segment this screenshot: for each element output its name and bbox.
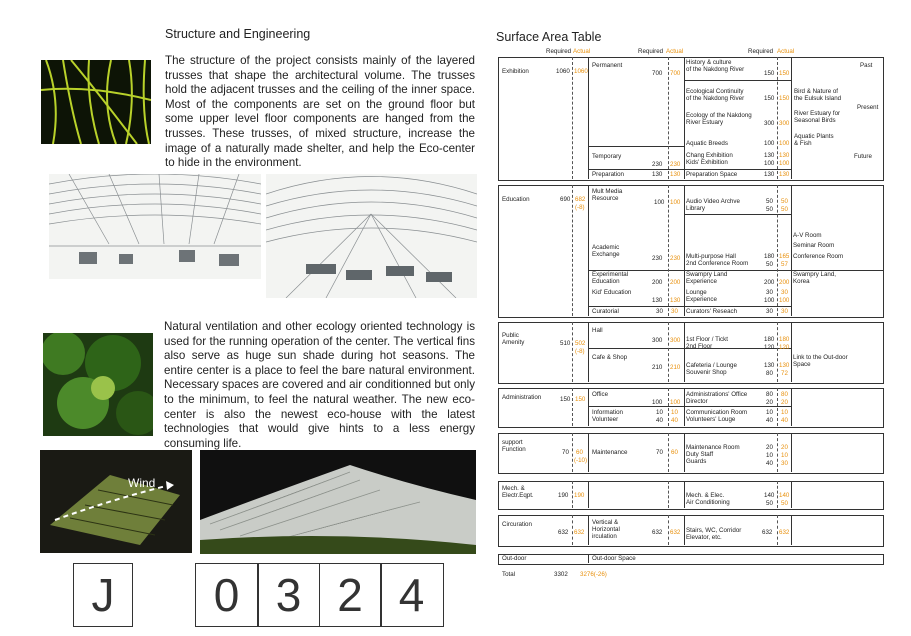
value: 632 xyxy=(652,529,663,536)
value: 100 xyxy=(652,399,663,406)
ventilation-paragraph: Natural ventilation and other ecology oriented technology is used for the running operation of the center. The vertical fins also serve as huge sun shade during hot seasons. The entire center is a place to feel the bare natural environment. Necessary spaces are covered and air conditionned but only to the minimum, to feel the natural weather. The new eco-center is also the newest eco-house with the latest technologies that would give hints to a less energy consuming life. xyxy=(164,320,475,450)
total-label: Total xyxy=(502,571,516,578)
sub-label: Multi-purpose Hall 2nd Conference Room xyxy=(686,253,749,267)
model-photo xyxy=(200,450,476,554)
value: 130 xyxy=(779,362,790,369)
wind-label: Wind xyxy=(128,476,156,490)
sub-label: Lounge Experience xyxy=(686,289,717,303)
value: 20 xyxy=(766,399,773,406)
value: 130 xyxy=(764,362,775,369)
sub-label: Communication Room Volunteers' Louge xyxy=(686,409,748,423)
sub-label: Swampry Land, Korea xyxy=(793,271,836,285)
value: 682 xyxy=(575,196,586,203)
value: 300 xyxy=(779,120,790,127)
value: 100 xyxy=(764,297,775,304)
value: 80 xyxy=(766,370,773,377)
sub-label: Vertical & Horizontal irculation xyxy=(592,519,620,540)
value: 120 xyxy=(764,344,775,351)
sub-label: Seminar Room xyxy=(793,242,835,249)
value: 150 xyxy=(779,70,790,77)
value: 30 xyxy=(766,308,773,315)
value: 100 xyxy=(779,140,790,147)
value: 210 xyxy=(652,364,663,371)
sub-label: Hall xyxy=(592,327,603,334)
value: 10 xyxy=(766,409,773,416)
value: 40 xyxy=(766,417,773,424)
forest-photo xyxy=(43,333,153,436)
value: 80 xyxy=(766,391,773,398)
value: 180 xyxy=(779,336,790,343)
value: 150 xyxy=(575,396,586,403)
value: 30 xyxy=(671,308,678,315)
value: 300 xyxy=(764,120,775,127)
value: 165 xyxy=(779,253,790,260)
interior-sketch-2 xyxy=(266,174,477,298)
value: 20 xyxy=(781,399,788,406)
sub-label: Aquatic Plants & Fish xyxy=(794,133,834,147)
row-label: Exhibition xyxy=(502,68,529,75)
value: (-8) xyxy=(575,204,585,211)
sub-label: Bird & Nature of the Eulsuk Island xyxy=(794,88,842,102)
sub-label: Experimental Education xyxy=(592,271,629,285)
value: 72 xyxy=(781,370,788,377)
value: 150 xyxy=(560,396,571,403)
value: 100 xyxy=(670,399,681,406)
sub-label: Audio Video Archve Library xyxy=(686,198,740,212)
value: 150 xyxy=(764,95,775,102)
value: 30 xyxy=(781,460,788,467)
table-title: Surface Area Table xyxy=(496,30,602,44)
value: 700 xyxy=(670,70,681,77)
row-label: Education xyxy=(502,196,530,203)
value: 20 xyxy=(781,444,788,451)
code-digit: 2 xyxy=(337,569,363,621)
value: 700 xyxy=(652,70,663,77)
interior-sketch-1 xyxy=(49,174,261,279)
value: 40 xyxy=(671,417,678,424)
row-label: support Function xyxy=(502,439,526,453)
sub-label: Permanent xyxy=(592,62,623,69)
value: 100 xyxy=(670,199,681,206)
value: 30 xyxy=(656,308,663,315)
value: (-10) xyxy=(574,457,588,464)
value: 210 xyxy=(670,364,681,371)
value: 300 xyxy=(652,337,663,344)
value: 200 xyxy=(764,279,775,286)
value: 50 xyxy=(781,206,788,213)
code-digit: 3 xyxy=(275,569,302,621)
total-actual: 3276(-26) xyxy=(580,571,607,578)
sub-label: Ecology of the Nakdong River Estuary xyxy=(686,112,752,126)
value: 130 xyxy=(779,171,790,178)
value: 300 xyxy=(670,337,681,344)
col-header-required: Required xyxy=(546,48,572,55)
sub-label: Office xyxy=(592,391,609,398)
col-header-actual: Actual xyxy=(573,48,591,55)
structure-paragraph: The structure of the project consists mainly of the layered trusses that shape the architectural volume. The trusses hold the adjacent trusses and the ceiling of the inner space. Most of the components are set on the ground floor but some upper level floor components are hanged from the trusses. These trusses, of mixed structure, increase the image of a naturally made shelter, and help the Eco-center to hide in the environment. xyxy=(165,54,475,170)
value: 150 xyxy=(764,70,775,77)
value: 100 xyxy=(779,160,790,167)
row-label: Circuration xyxy=(502,521,532,528)
value: 632 xyxy=(574,529,585,536)
value: 100 xyxy=(764,160,775,167)
value: 30 xyxy=(781,308,788,315)
value: 502 xyxy=(575,340,586,347)
sub-label: Cafe & Shop xyxy=(592,354,628,361)
value: 10 xyxy=(656,409,663,416)
value: 60 xyxy=(576,449,583,456)
value: 510 xyxy=(560,340,571,347)
value: 190 xyxy=(574,492,585,499)
value: 50 xyxy=(781,198,788,205)
row-label: Public Amenity xyxy=(502,332,525,346)
value: 632 xyxy=(762,529,773,536)
sub-label: Swampry Land Experience xyxy=(686,271,728,285)
value: 40 xyxy=(766,460,773,467)
row-label: Mech. & Electr.Eqpt. xyxy=(502,485,534,499)
value: 10 xyxy=(766,452,773,459)
sub-label: Preparation xyxy=(592,171,624,178)
value: 180 xyxy=(764,336,775,343)
value: 632 xyxy=(779,529,790,536)
value: 20 xyxy=(766,444,773,451)
value: 50 xyxy=(766,206,773,213)
value: 130 xyxy=(779,152,790,159)
col-header-actual: Actual xyxy=(777,48,795,55)
value: 50 xyxy=(766,500,773,507)
sub-label: Cafeteria / Lounge Souvenir Shop xyxy=(686,362,737,376)
value: 180 xyxy=(764,253,775,260)
value: 140 xyxy=(764,492,775,499)
era-label: Future xyxy=(854,153,872,160)
value: 230 xyxy=(670,255,681,262)
sub-label: Ecological Continuity of the Nakdong River xyxy=(686,88,745,102)
sub-label: 1st Floor / Tickt 2nd Floor xyxy=(686,336,728,350)
value: 50 xyxy=(766,261,773,268)
value: 230 xyxy=(670,161,681,168)
code-letter: J xyxy=(91,569,115,621)
sub-label: Preparation Space xyxy=(686,171,738,178)
sub-label: Maintenance xyxy=(592,449,628,456)
sub-label: Link to the Out-door Space xyxy=(793,354,848,368)
sub-label: Conference Room xyxy=(793,253,844,260)
total-required: 3302 xyxy=(554,571,568,578)
sub-label: Mult Media Resource xyxy=(592,188,623,202)
section-heading: Structure and Engineering xyxy=(165,27,311,41)
value: 632 xyxy=(670,529,681,536)
value: 130 xyxy=(670,297,681,304)
value: 130 xyxy=(764,152,775,159)
value: 200 xyxy=(670,279,681,286)
value: 690 xyxy=(560,196,571,203)
value: 130 xyxy=(652,171,663,178)
sub-label: River Estuary for Seasonal Birds xyxy=(794,110,841,124)
value: 130 xyxy=(764,171,775,178)
col-header-required: Required xyxy=(748,48,774,55)
col-header-required: Required xyxy=(638,48,664,55)
value: 150 xyxy=(779,95,790,102)
value: 40 xyxy=(781,417,788,424)
value: 1060 xyxy=(556,68,570,75)
sub-label: Curators' Reseach xyxy=(686,308,738,315)
row-label: Administration xyxy=(502,394,542,401)
value: 140 xyxy=(779,492,790,499)
outdoor-section xyxy=(498,554,884,565)
value: 230 xyxy=(652,255,663,262)
sub-label: Maintenance Room Duty Staff Guards xyxy=(686,444,740,465)
number-box xyxy=(195,563,444,627)
value: 50 xyxy=(781,500,788,507)
wind-model-photo xyxy=(40,450,192,553)
value: 130 xyxy=(652,297,663,304)
era-label: Past xyxy=(860,62,873,69)
era-label: Present xyxy=(857,104,879,111)
row-label: Out-door xyxy=(502,555,527,562)
value: 40 xyxy=(656,417,663,424)
letter-box xyxy=(73,563,133,627)
value: 130 xyxy=(670,171,681,178)
value: 60 xyxy=(671,449,678,456)
sub-label: Mech. & Elec. Air Conditioning xyxy=(686,492,730,506)
value: 190 xyxy=(558,492,569,499)
sub-label: Out-door Space xyxy=(592,555,636,562)
sub-label: Stairs, WC, Corridor Elevator, etc. xyxy=(686,527,742,541)
value: 120 xyxy=(779,344,790,351)
value: 200 xyxy=(652,279,663,286)
sub-label: Kid' Education xyxy=(592,289,632,296)
sub-label: Chang Exhibition Kids' Exhibition xyxy=(686,152,733,166)
sub-label: Academic Exchange xyxy=(592,244,620,258)
code-digit: 0 xyxy=(213,569,240,621)
value: 100 xyxy=(764,140,775,147)
value: 100 xyxy=(654,199,665,206)
sub-label: Information Volunteer xyxy=(592,409,623,423)
sub-label: Temporary xyxy=(592,153,622,160)
value: 10 xyxy=(781,452,788,459)
value: 10 xyxy=(671,409,678,416)
sub-label: Curatorial xyxy=(592,308,619,315)
sub-label: History & culture of the Nakdong River xyxy=(686,59,745,73)
sub-label: Aquatic Breeds xyxy=(686,140,728,147)
value: 1060 xyxy=(574,68,588,75)
value: 632 xyxy=(558,529,569,536)
value: 230 xyxy=(652,161,663,168)
value: 70 xyxy=(562,449,569,456)
sub-label: A-V Room xyxy=(793,232,822,239)
value: (-8) xyxy=(575,348,585,355)
value: 80 xyxy=(781,391,788,398)
code-digit: 4 xyxy=(398,569,425,621)
sub-label: Administrations' Office Director xyxy=(686,391,748,405)
value: 57 xyxy=(781,261,788,268)
value: 50 xyxy=(766,198,773,205)
value: 200 xyxy=(779,279,790,286)
value: 30 xyxy=(781,289,788,296)
value: 100 xyxy=(779,297,790,304)
value: 30 xyxy=(766,289,773,296)
value: 10 xyxy=(781,409,788,416)
col-header-actual: Actual xyxy=(666,48,684,55)
value: 70 xyxy=(656,449,663,456)
bamboo-photo xyxy=(41,60,151,144)
